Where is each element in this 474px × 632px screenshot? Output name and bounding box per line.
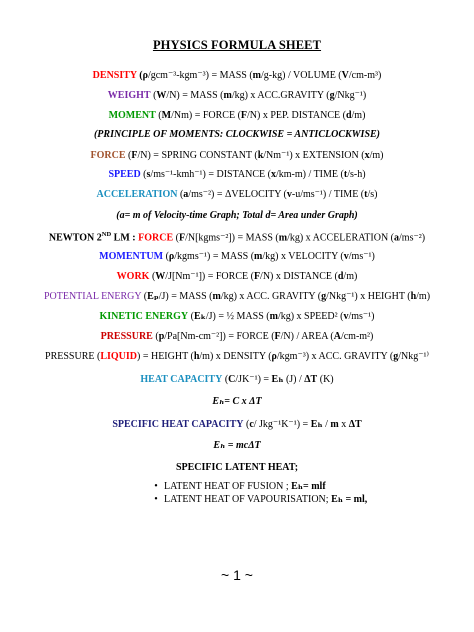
density-formula: DENSITY (ρ/gcm⁻³-kgm⁻³) = MASS (m/g-kg) / VOLUME (V/cm-m³) [92,70,382,81]
latent-heat-fusion-item: • LATENT HEAT OF FUSION ; Eₕ= mlf [148,481,326,492]
kinetic-energy-formula: KINETIC ENERGY (Eₖ/J) = ½ MASS (m/kg) x SPEED² (v/ms⁻¹) [99,311,375,322]
specific-heat-capacity-formula: SPECIFIC HEAT CAPACITY (c/ Jkg⁻¹K⁻¹) = Eₕ / m x ΔT [112,419,362,430]
velocity-time-note: (a= m of Velocity-time Graph; Total d= Area under Graph) [116,210,358,221]
heat-energy-equation-1: Eₕ= C x ΔT [212,396,262,407]
page-number: ~ 1 ~ [221,567,253,583]
moment-formula: MOMENT (M/Nm) = FORCE (F/N) x PEP. DISTANCE (d/m) [108,110,366,121]
heat-capacity-formula: HEAT CAPACITY (C/JK⁻¹) = Eₕ (J) / ΔT (K) [140,374,334,385]
specific-latent-heat-heading: SPECIFIC LATENT HEAT; [175,462,299,473]
acceleration-formula: ACCELERATION (a/ms⁻²) = ΔVELOCITY (v-u/ms⁻¹) / TIME (t/s) [96,189,378,200]
momentum-formula: MOMENTUM (ρ/kgms⁻¹) = MASS (m/kg) x VELOCITY (v/ms⁻¹) [99,251,375,262]
newton-second-law: NEWTON 2ND LM : FORCE (F/N[kgms⁻²]) = MASS (m/kg) x ACCELERATION (a/ms⁻²) [48,231,426,244]
heat-energy-equation-2: Eₕ = mcΔT [213,440,261,451]
pressure-formula: PRESSURE (p/Pa[Nm-cm⁻²]) = FORCE (F/N) / AREA (A/cm-m²) [100,331,374,342]
latent-heat-vapourisation-item: • LATENT HEAT OF VAPOURISATION; Eₕ = ml, [148,494,367,505]
work-formula: WORK (W/J[Nm⁻¹]) = FORCE (F/N) x DISTANCE (d/m) [116,271,358,282]
bullet-icon: • [154,494,158,505]
bullet-icon: • [154,481,158,492]
speed-formula: SPEED (s/ms⁻¹-kmh⁻¹) = DISTANCE (x/km-m) / TIME (t/s-h) [108,169,366,180]
weight-formula: WEIGHT (W/N) = MASS (m/kg) x ACC.GRAVITY (g/Nkg⁻¹) [107,90,367,101]
principle-of-moments: (PRINCIPLE OF MOMENTS: CLOCKWISE = ANTICLOCKWISE) [93,129,381,140]
force-formula: FORCE (F/N) = SPRING CONSTANT (k/Nm⁻¹) x EXTENSION (x/m) [90,150,384,161]
potential-energy-formula: POTENTIAL ENERGY (Eₚ/J) = MASS (m/kg) x ACC. GRAVITY (g/Nkg⁻¹) x HEIGHT (h/m) [43,291,431,302]
page-title: PHYSICS FORMULA SHEET [152,38,322,52]
liquid-pressure-formula: PRESSURE (LIQUID) = HEIGHT (h/m) x DENSITY (ρ/kgm⁻³) x ACC. GRAVITY (g/Nkg⁻¹⁾ [45,351,429,362]
